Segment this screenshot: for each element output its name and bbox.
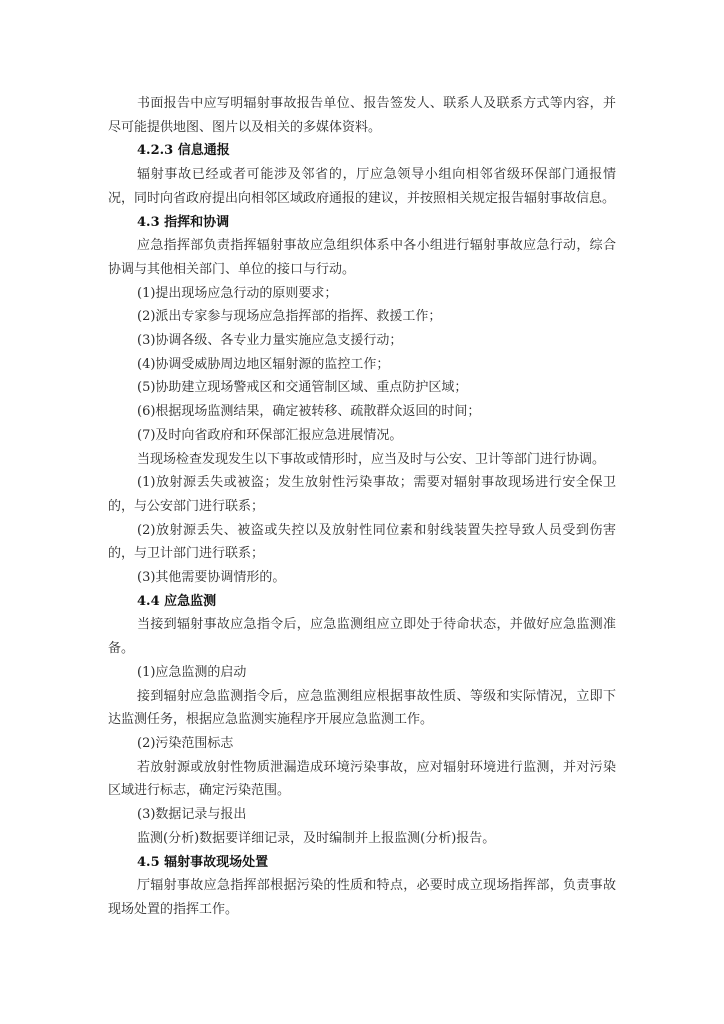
list-item: (1)放射源丢失或被盗；发生放射性污染事故；需要对辐射事故现场进行安全保卫的，与公安部门进行联系； — [108, 475, 616, 514]
paragraph-info-notification: 辐射事故已经或者可能涉及邻省的，厅应急领导小组向相邻省级环保部门通报情况，同时向省政府提出向相邻区域政府通报的建议，并按照相关规定报告辐射事故信息。 — [108, 167, 616, 206]
list-item: (1)应急监测的启动 — [137, 664, 247, 680]
document-page — [108, 92, 616, 922]
paragraph-data-recording: 监测(分析)数据要详细记录，及时编制并上报监测(分析)报告。 — [137, 830, 496, 846]
paragraph-onsite-handling: 厅辐射事故应急指挥部根据污染的性质和特点，必要时成立现场指挥部，负责事故现场处置的指挥工作。 — [108, 878, 616, 917]
paragraph-monitoring-start: 接到辐射应急监测指令后，应急监测组应根据事故性质、等级和实际情况，立即下达监测任务，根据应急监测实施程序开展应急监测工作。 — [108, 688, 616, 728]
heading-4-5: 4.5 辐射事故现场处置 — [137, 854, 269, 870]
list-item: (2)放射源丢失、被盗或失控以及放射性同位素和射线装置失控导致人员受到伤害的，与卫计部门进行联系； — [108, 522, 616, 562]
list-item: (2)污染范围标志 — [137, 735, 234, 751]
heading-4-2-3: 4.2.3 信息通报 — [137, 143, 230, 159]
paragraph-command-coordination: 应急指挥部负责指挥辐射事故应急组织体系中各小组进行辐射事故应急行动，综合协调与其他相关部门、单位的接口与行动。 — [108, 238, 616, 277]
paragraph-coordination-conditions: 当现场检查发现发生以下事故或情形时，应当及时与公安、卫计等部门进行协调。 — [137, 451, 606, 467]
list-item: (3)其他需要协调情形的。 — [137, 570, 286, 586]
list-item: (1)提出现场应急行动的原则要求； — [137, 285, 338, 301]
heading-4-3: 4.3 指挥和协调 — [137, 214, 230, 230]
list-item: (7)及时向省政府和环保部汇报应急进展情况。 — [137, 427, 403, 443]
list-item: (5)协助建立现场警戒区和交通管制区域、重点防护区域； — [137, 380, 468, 396]
list-item: (3)数据记录与报出 — [137, 807, 247, 823]
list-item: (2)派出专家参与现场应急指挥部的指挥、救援工作； — [137, 309, 442, 325]
paragraph-contamination-marking: 若放射源或放射性物质泄漏造成环境污染事故，应对辐射环境进行监测，并对污染区域进行标志，确定污染范围。 — [108, 759, 616, 799]
heading-4-4: 4.4 应急监测 — [137, 593, 217, 609]
list-item: (6)根据现场监测结果，确定被转移、疏散群众返回的时间； — [137, 404, 481, 420]
paragraph-emergency-monitoring: 当接到辐射事故应急指令后，应急监测组应立即处于待命状态，并做好应急监测准备。 — [108, 617, 616, 657]
list-item: (3)协调各级、各专业力量实施应急支援行动； — [137, 333, 403, 349]
list-item: (4)协调受威胁周边地区辐射源的监控工作； — [137, 356, 390, 372]
paragraph-written-report: 书面报告中应写明辐射事故报告单位、报告签发人、联系人及联系方式等内容，并尽可能提供地图、图片以及相关的多媒体资料。 — [108, 96, 616, 135]
